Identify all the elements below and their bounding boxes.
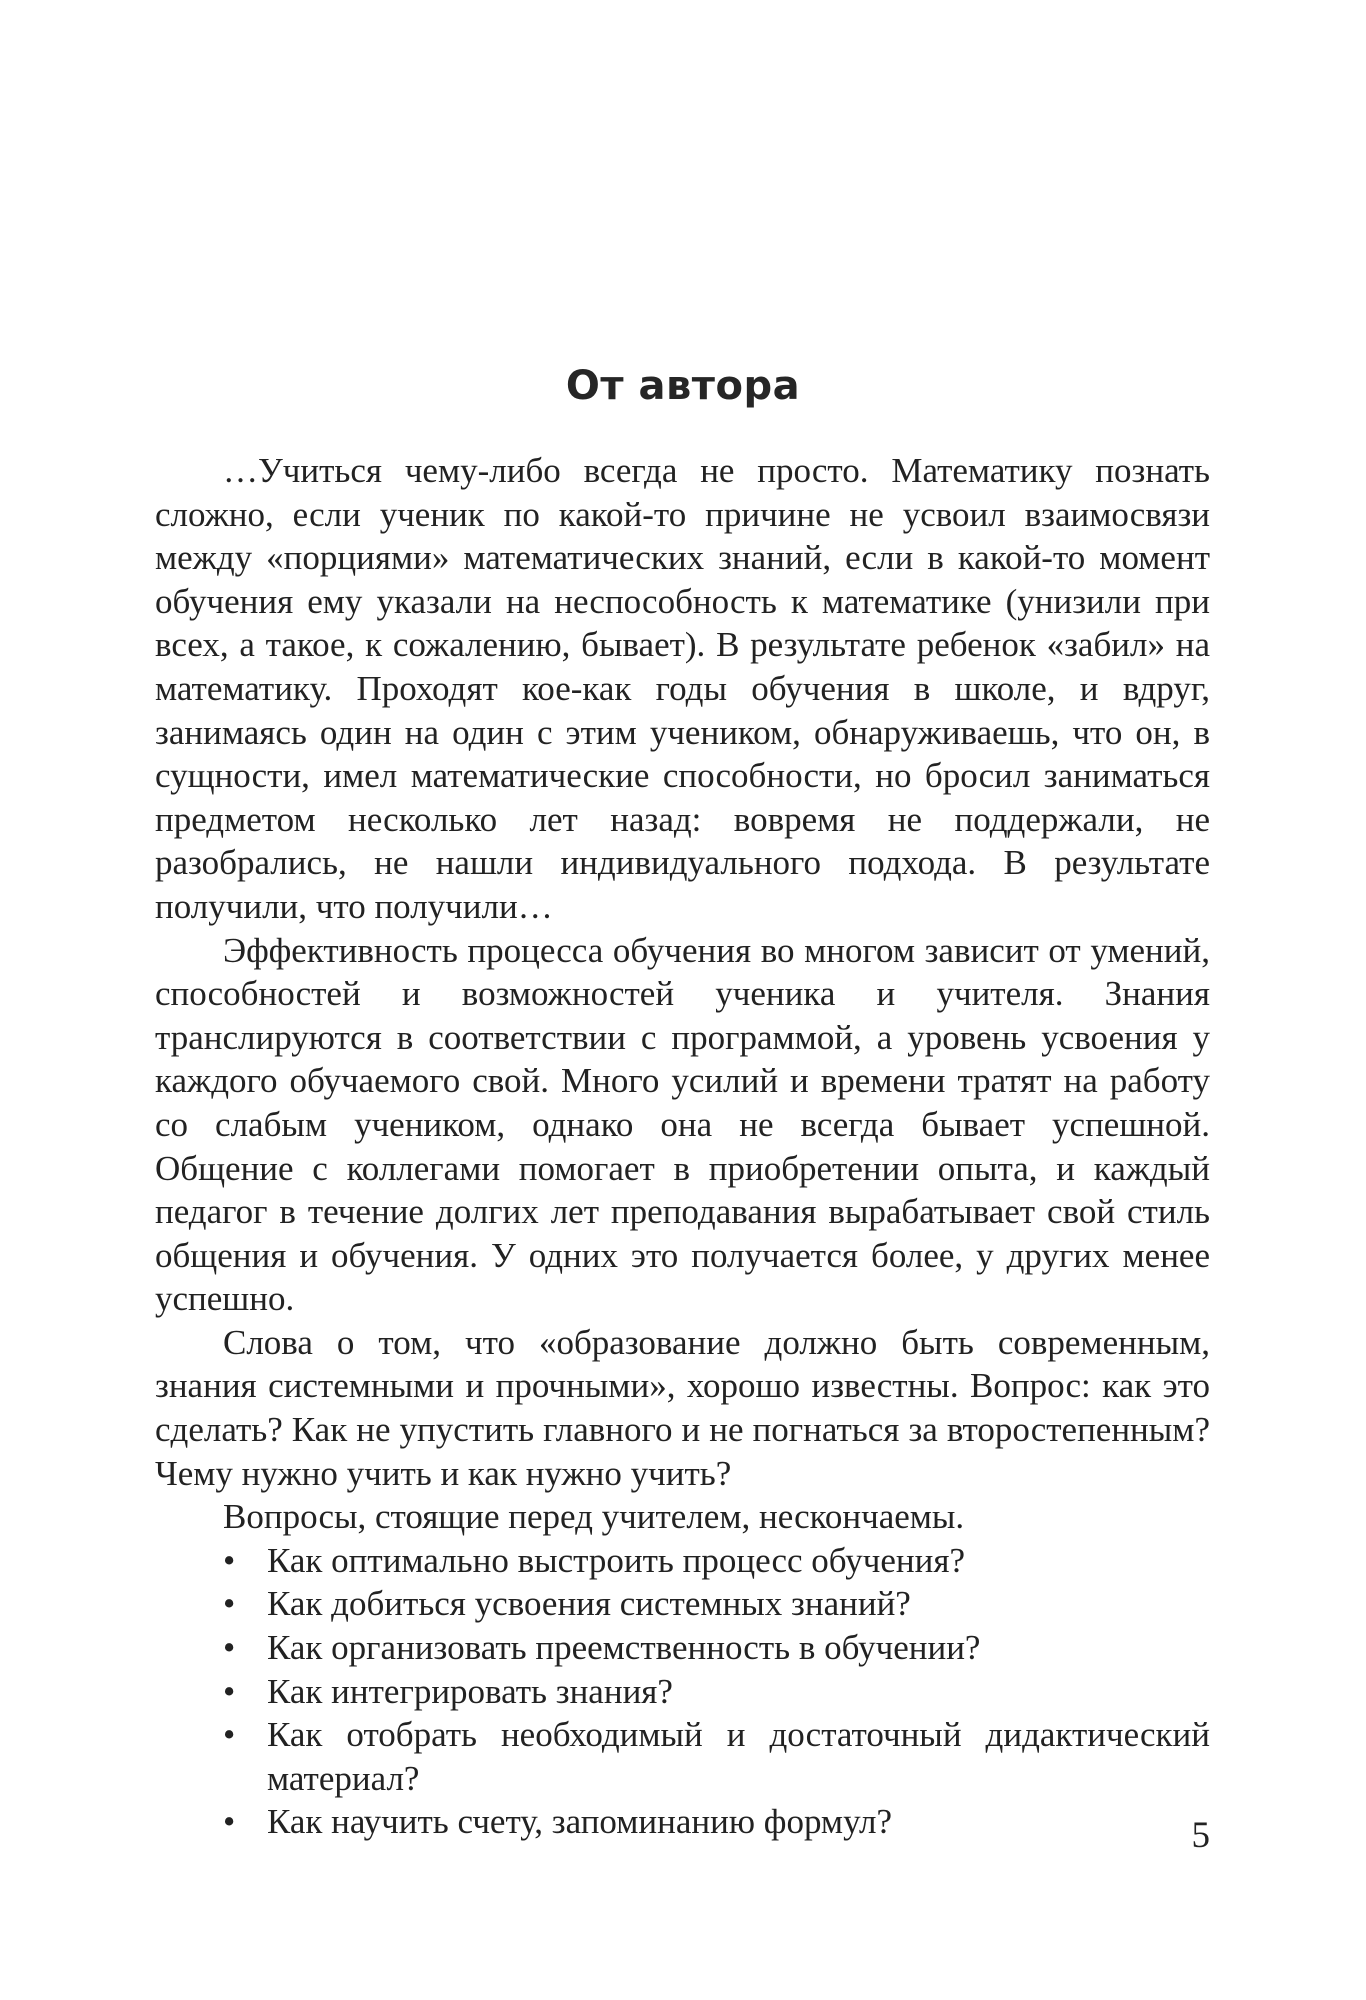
list-item <box>155 1670 1210 1714</box>
paragraph-modern-education: Слова о том, что «образование должно быть современным, знания системными и прочными», хорошо известны. Вопрос: как это сделать? Как не упустить главного и не погнаться за второстепенным? Чему нужно учить и как нужно учить? <box>155 1322 1210 1493</box>
list-item <box>155 1800 1210 1844</box>
page-body-text <box>155 449 1210 1844</box>
list-item-text: Как отобрать необходимый и достаточный дидактический материал? <box>267 1715 1210 1798</box>
bullet-icon: • <box>223 1540 236 1580</box>
bullet-icon: • <box>223 1715 236 1755</box>
list-item-text: Как интегрировать знания? <box>267 1671 673 1711</box>
bullet-icon: • <box>223 1671 236 1711</box>
list-item <box>155 1713 1210 1800</box>
paragraph-questions-intro: Вопросы, стоящие перед учителем, нескончаемы. <box>223 1497 965 1537</box>
page-number: 5 <box>1191 1815 1210 1856</box>
list-item-text: Как научить счету, запоминанию формул? <box>267 1802 893 1842</box>
list-item-text: Как добиться усвоения системных знаний? <box>267 1584 911 1624</box>
paragraph-effectiveness: Эффективность процесса обучения во многом зависит от умений, способностей и возможностей ученика и учителя. Знания транслируются в соответствии с программой, а уровень усвоения у каждого обучаемого свой. Много усилий и времени тратят на работу со слабым учеником, однако она не всегда бывает успешной. Общение с коллегами помогает в приобретении опыта, и каждый педагог в течение долгих лет преподавания вырабатывает свой стиль общения и обучения. У одних это получается более, у других менее успешно. <box>155 930 1210 1319</box>
questions-list <box>155 1539 1210 1844</box>
paragraph-intro: …Учиться чему-либо всегда не просто. Математику познать сложно, если ученик по какой-то причине не усвоил взаимосвязи между «порциями» математических знаний, если в какой-то момент обучения ему указали на неспособность к математике (унизили при всех, а такое, к сожалению, бывает). В результате ребенок «забил» на математику. Проходят кое-как годы обучения в школе, и вдруг, занимаясь один на один с этим учеником, обнаруживаешь, что он, в сущности, имел математические способности, но бросил заниматься предметом несколько лет назад: вовремя не поддержали, не разобрались, не нашли индивидуального подхода. В результате получили, что получили… <box>155 451 1210 926</box>
bullet-icon: • <box>223 1628 236 1668</box>
bullet-icon: • <box>223 1584 236 1624</box>
list-item <box>155 1539 1210 1583</box>
list-item <box>155 1626 1210 1670</box>
list-item-text: Как организовать преемственность в обучении? <box>267 1628 981 1668</box>
list-item <box>155 1582 1210 1626</box>
list-item-text: Как оптимально выстроить процесс обучения? <box>267 1540 966 1580</box>
bullet-icon: • <box>223 1802 236 1842</box>
page-title: От автора <box>565 363 801 409</box>
